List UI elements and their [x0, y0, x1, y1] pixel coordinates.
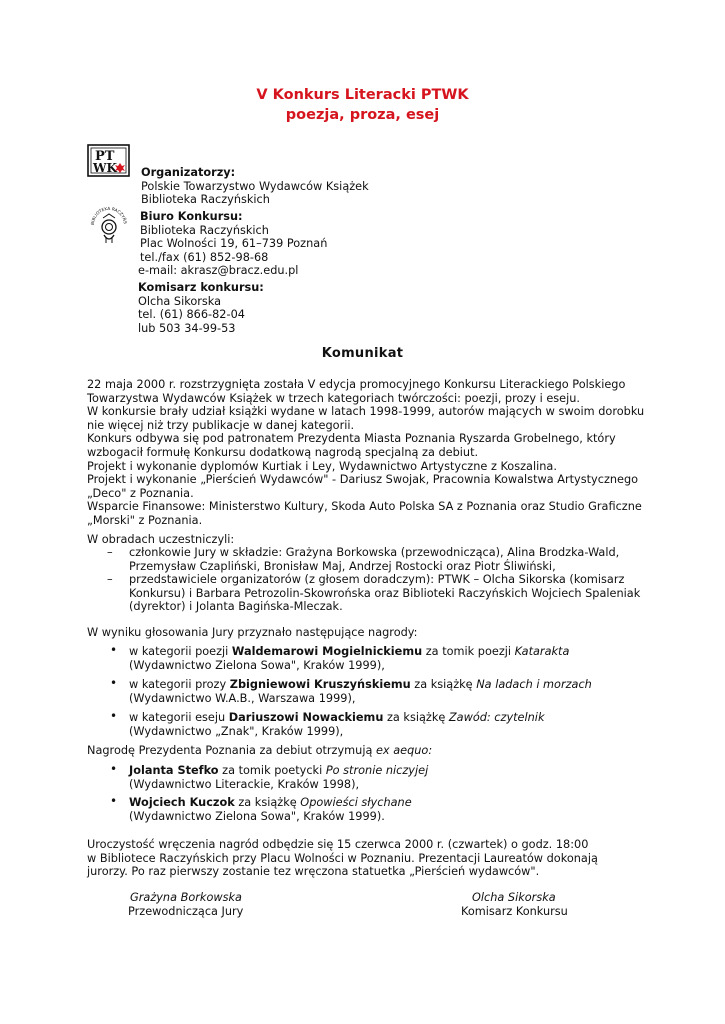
debut-intro-emphasis: ex aequo:	[375, 744, 433, 757]
intro-line: Wsparcie Finansowe: Ministerstwo Kultury, Skoda Auto Polska SA z Poznania oraz Studio Graficzne	[87, 500, 642, 514]
communique-heading: Komunikat	[321, 346, 404, 361]
intro-line: W konkursie brały udział książki wydane w latach 1998-1999, autorów mających w swoim dorobku	[87, 405, 645, 419]
bureau-line: tel./fax (61) 852-98-68	[140, 250, 269, 264]
commissioner-line: lub 503 34-99-53	[138, 321, 236, 335]
bullet-marker: •	[110, 676, 118, 690]
document-title: V Konkurs Literacki PTWK	[256, 87, 469, 103]
dash-marker: –	[107, 546, 113, 559]
bureau-line: Biblioteka Raczyńskich	[140, 223, 269, 237]
award-winner: Dariuszowi Nowackiemu	[228, 711, 384, 724]
dash-marker: –	[107, 573, 113, 586]
commissioner-block	[138, 281, 264, 335]
bureau-email[interactable]: e-mail: akrasz@bracz.edu.pl	[138, 264, 299, 278]
award-connector: za książkę	[410, 678, 477, 691]
document-subtitle: poezja, proza, esej	[285, 107, 440, 123]
intro-line: Towarzystwa Wydawców Książek w trzech kategoriach twórczości: poezji, prozy i eseju.	[87, 391, 581, 405]
award-work-title: Na ladach i morzach	[476, 678, 592, 691]
intro-line: Projekt i wykonanie dyplomów Kurtiak i Ley, Wydawnictwo Artystyczne z Koszalina.	[87, 459, 557, 473]
bureau-block	[140, 210, 327, 278]
svg-text:BIBLIOTEKA RACZYŃSKICH	[88, 201, 128, 225]
awards-intro: W wyniku głosowania Jury przyznało następujące nagrody:	[87, 626, 418, 639]
organizers-line: Biblioteka Raczyńskich	[141, 193, 270, 207]
library-seal-logo	[88, 201, 130, 245]
signature-right-name	[472, 891, 556, 905]
award-work-title: Po stronie niczyjej	[325, 764, 429, 777]
award-publisher: (Wydawnictwo Zielona Sowa", Kraków 1999),	[129, 658, 385, 672]
ceremony-line: w Bibliotece Raczyńskich przy Placu Wolności w Poznaniu. Prezentacji Laureatów dokonają	[87, 851, 598, 865]
intro-line: nie więcej niż trzy publikacje w danej kategorii.	[87, 418, 355, 432]
bullet-marker: •	[110, 643, 118, 657]
bureau-label: Biuro Konkursu:	[140, 210, 243, 223]
participant-line: Konkursu) i Barbara Petrozolin-Skowrońska oraz Biblioteki Raczyńskich Wojciech Spaleniak	[129, 586, 641, 600]
organizers-label: Organizatorzy:	[141, 166, 236, 179]
ptwk-logo-bottom: WK	[93, 161, 117, 175]
award-publisher: (Wydawnictwo „Znak", Kraków 1999),	[129, 724, 344, 738]
signature-left-name-text: Grażyna Borkowska	[130, 891, 242, 904]
award-category: w kategorii prozy	[129, 678, 230, 691]
ptwk-logo-top: PT	[95, 149, 115, 164]
signature-right-name-text: Olcha Sikorska	[472, 891, 556, 904]
ceremony-line: jurorzy. Po raz pierwszy zostanie tez wręczona statuetka „Pierścień wydawców".	[87, 865, 540, 879]
intro-line: wzbogacił formułę Konkursu dodatkową nagrodą specjalną za debiut.	[87, 445, 479, 459]
commissioner-label: Komisarz konkursu:	[138, 281, 264, 294]
bullet-marker: •	[110, 794, 118, 808]
bullet-marker: •	[110, 709, 118, 723]
deliberations-intro: W obradach uczestniczyli:	[87, 533, 235, 546]
award-connector: za tomik poetycki	[218, 764, 326, 777]
award-publisher: (Wydawnictwo W.A.B., Warszawa 1999),	[129, 691, 356, 705]
award-category: w kategorii poezji	[129, 645, 232, 658]
award-winner: Zbigniewowi Kruszyńskiemu	[229, 678, 411, 691]
debut-winner: Jolanta Stefko	[129, 764, 219, 777]
organizers-block	[141, 166, 369, 207]
bureau-line: Plac Wolności 19, 61–739 Poznań	[140, 237, 328, 251]
signature-right-role: Komisarz Konkursu	[461, 905, 568, 918]
organizers-line: Polskie Towarzystwo Wydawców Książek	[141, 179, 369, 193]
award-connector: za tomik poezji	[422, 645, 515, 658]
commissioner-line: Olcha Sikorska	[138, 294, 222, 308]
award-connector: za książkę	[383, 711, 449, 724]
award-work-title: Katarakta	[514, 645, 570, 658]
debut-intro	[87, 744, 652, 758]
signature-left-role: Przewodnicząca Jury	[128, 905, 244, 918]
participant-line: przedstawiciele organizatorów (z głosem doradczym): PTWK – Olcha Sikorska (komisarz	[129, 573, 625, 586]
ceremony-line: Uroczystość wręczenia nagród odbędzie się 15 czerwca 2000 r. (czwartek) o godz. 18:00	[87, 838, 589, 851]
award-connector: za książkę	[234, 796, 301, 809]
intro-paragraph	[87, 378, 652, 528]
award-category: w kategorii eseju	[129, 711, 229, 724]
debut-winner: Wojciech Kuczok	[129, 796, 235, 809]
participant-line: (dyrektor) i Jolanta Bagińska-Mleczak.	[129, 600, 343, 614]
award-work-title: Opowieści słychane	[300, 796, 412, 809]
participant-line: członkowie Jury w składzie: Grażyna Borkowska (przewodnicząca), Alina Brodzka-Wald,	[129, 546, 620, 559]
commissioner-line: tel. (61) 866-82-04	[138, 308, 245, 322]
signature-left-name	[130, 891, 242, 905]
award-publisher: (Wydawnictwo Literackie, Kraków 1998),	[129, 777, 360, 791]
library-seal-text: BIBLIOTEKA RACZYŃS	[89, 205, 128, 226]
ceremony-paragraph	[87, 838, 652, 879]
bullet-marker: •	[110, 762, 118, 776]
intro-line: Konkurs odbywa się pod patronatem Prezydenta Miasta Poznania Ryszarda Grobelnego, który	[87, 432, 616, 446]
debut-intro-text: Nagrodę Prezydenta Poznania za debiut otrzymują	[87, 744, 376, 757]
award-winner: Waldemarowi Mogielnickiemu	[231, 645, 423, 658]
intro-line: „Morski" z Poznania.	[87, 513, 203, 527]
intro-line: Projekt i wykonanie „Pierścień Wydawców" - Dariusz Swojak, Pracownia Kowalstwa Artystycznego	[87, 473, 639, 487]
intro-line: „Deco" z Poznania.	[87, 486, 194, 500]
ptwk-logo	[87, 144, 130, 177]
award-publisher: (Wydawnictwo Zielona Sowa", Kraków 1999).	[129, 809, 385, 823]
award-work-title: Zawód: czytelnik	[448, 711, 545, 724]
participant-line: Przemysław Czapliński, Bronisław Maj, Andrzej Rostocki oraz Piotr Śliwiński,	[129, 559, 556, 573]
intro-line: 22 maja 2000 r. rozstrzygnięta została V edycja promocyjnego Konkursu Literackiego Polskiego	[87, 378, 626, 391]
